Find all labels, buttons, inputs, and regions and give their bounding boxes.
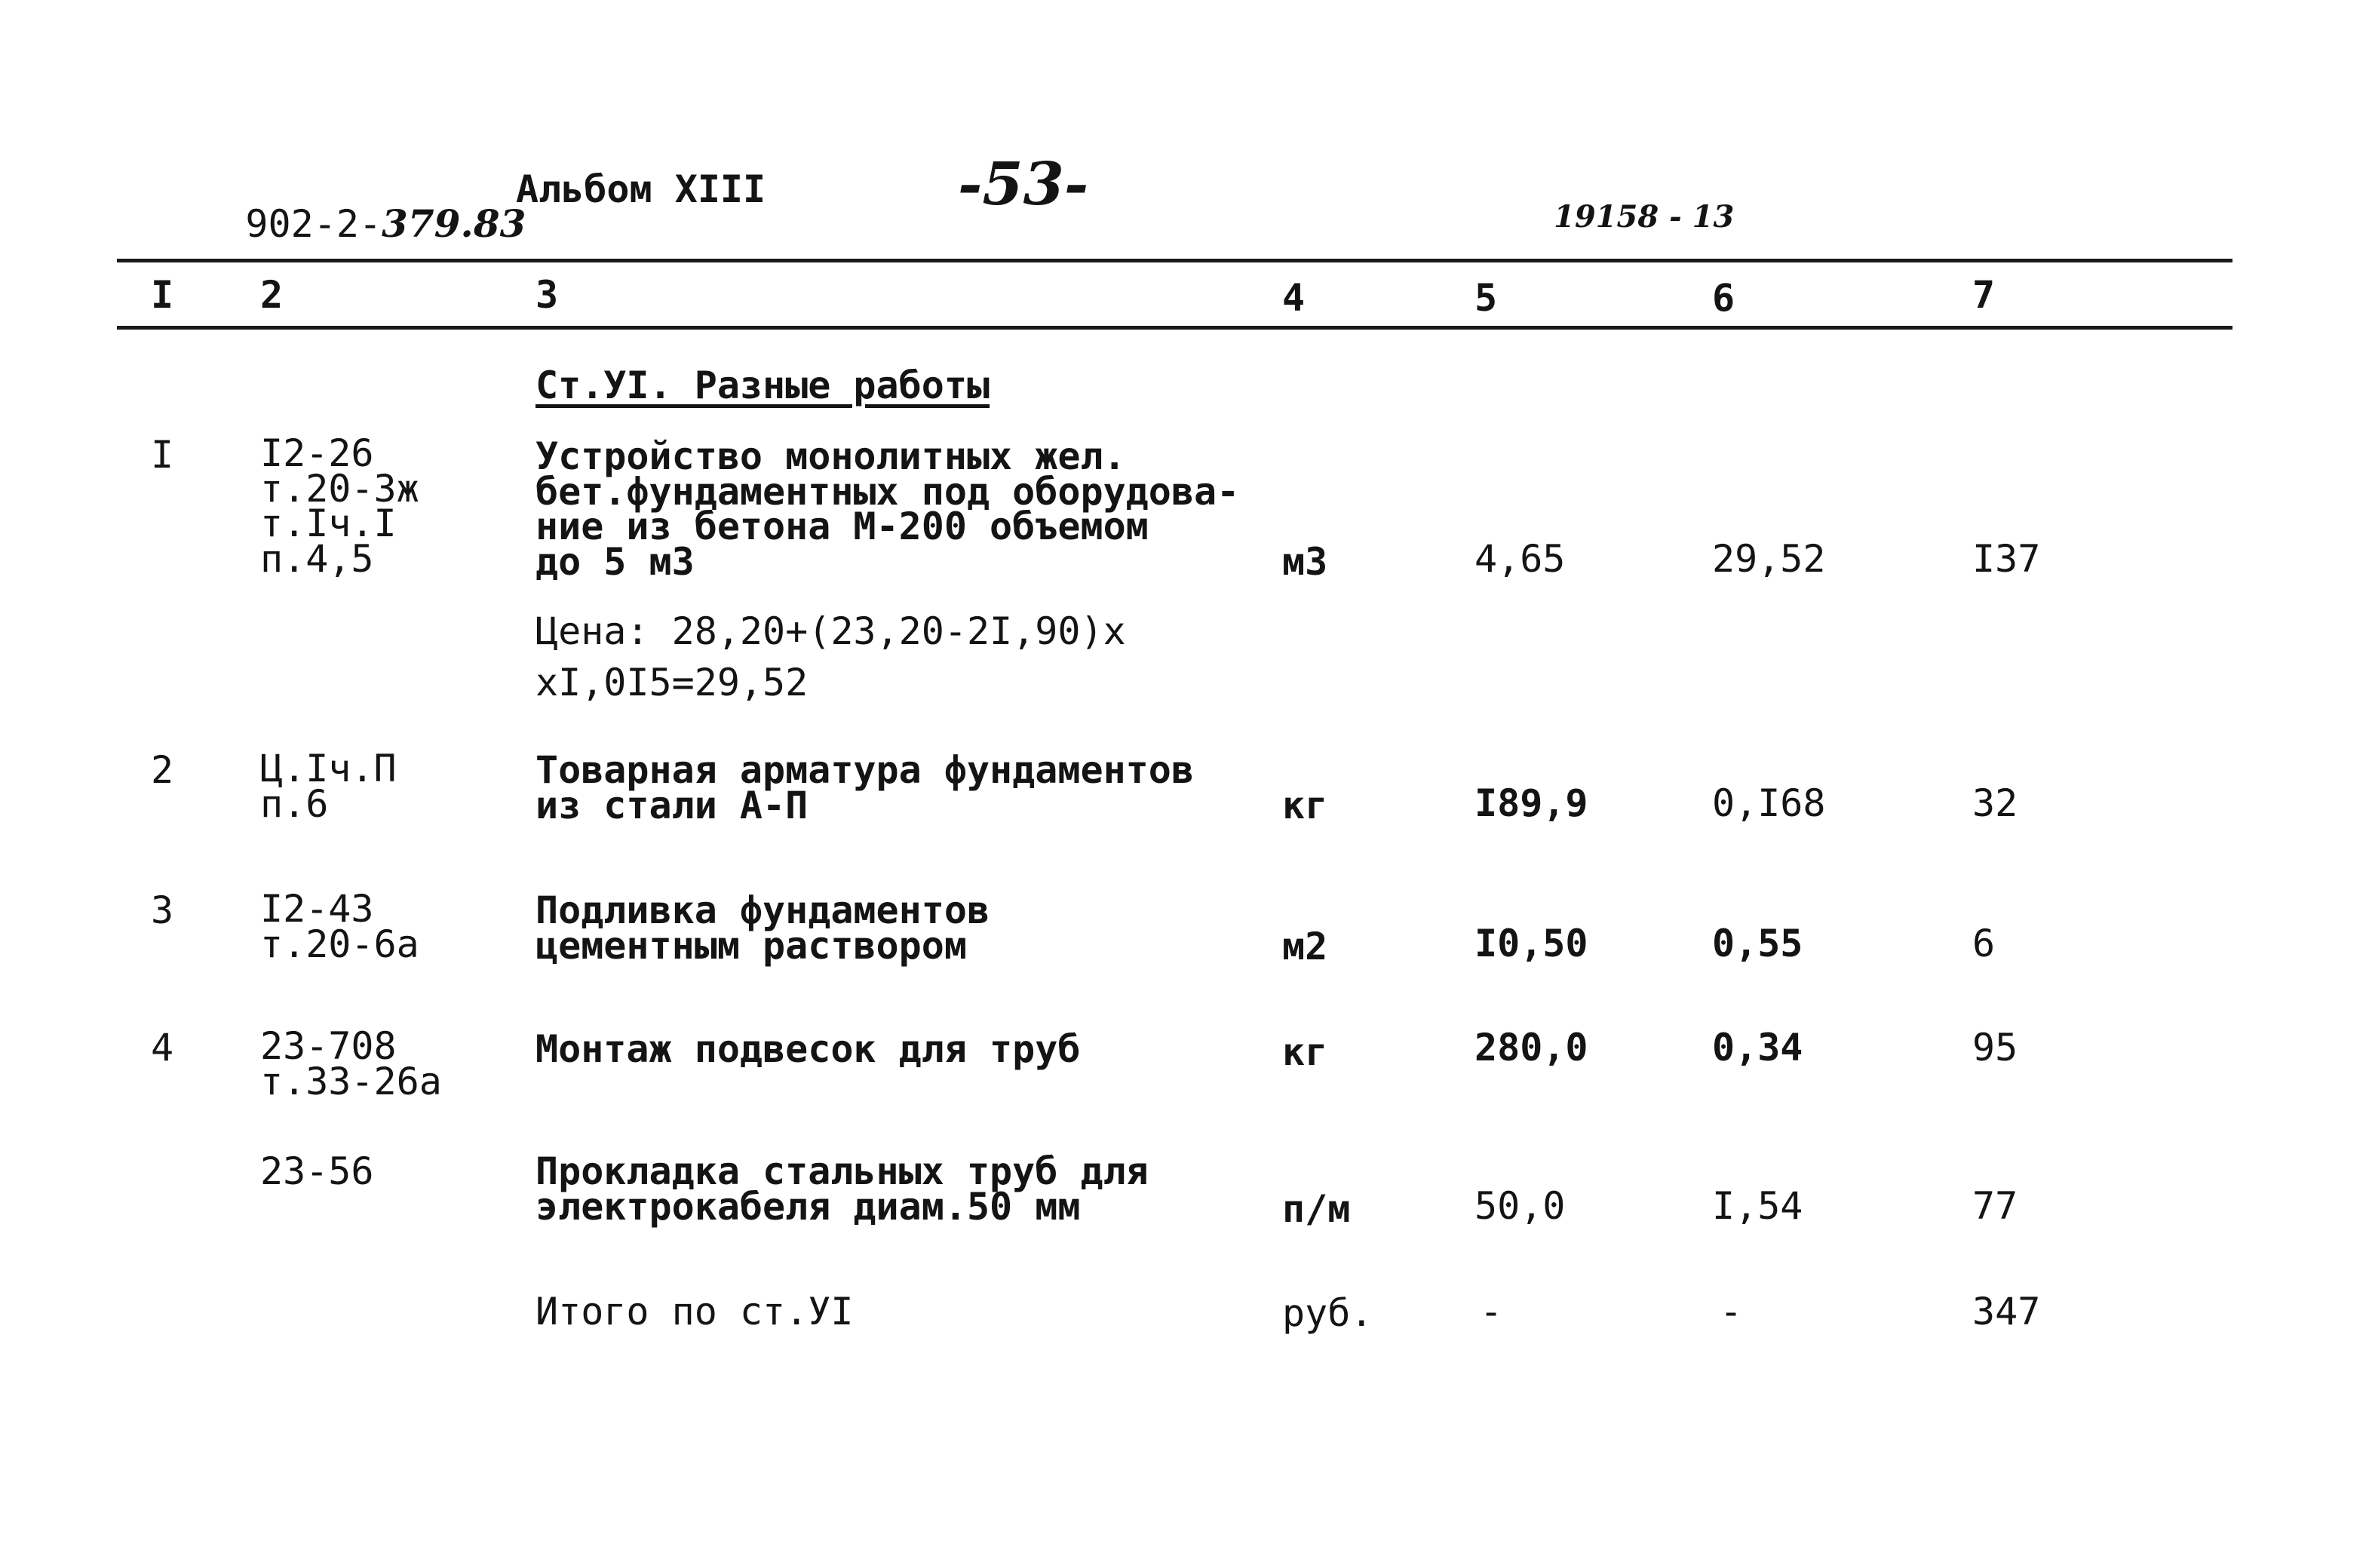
quantity: I89,9 [1474,781,1588,825]
doc-code-printed: 902-2- [245,202,382,246]
page-number: -53- [958,150,1089,219]
total-label: Итого по ст.УI [535,1290,854,1333]
unit-price: 29,52 [1712,537,1826,581]
unit: п/м [1282,1187,1351,1231]
col-number-4: 4 [1282,276,1306,320]
col-number-1: I [151,273,174,317]
unit: кг [1282,784,1328,827]
total-cost: 95 [1972,1026,2018,1069]
norm-code: I2-26 т.20-3ж т.Iч.I п.4,5 [260,431,419,581]
total-cost: 6 [1972,922,1996,965]
unit-price: 0,I68 [1712,781,1826,825]
total-sum: 347 [1972,1290,2041,1333]
unit: кг [1282,1030,1328,1074]
quantity: 50,0 [1474,1184,1566,1228]
unit-price: 0,55 [1712,922,1803,965]
work-description: Монтаж подвесок для труб [535,1027,1081,1071]
work-description: Прокладка стальных труб для электрокабеля диам.50 мм [535,1149,1149,1229]
norm-code: 23-708 т.33-26а [260,1024,442,1103]
total-cost: I37 [1972,537,2041,581]
work-description: Устройство монолитных жел. бет.фундаментных под оборудова- ние из бетона М-200 объемом до 5 м3 [535,434,1240,584]
total-price: - [1720,1290,1743,1333]
row-number: 4 [151,1026,174,1069]
unit: м2 [1282,925,1328,968]
row-number: 2 [151,748,174,792]
col-number-7: 7 [1972,273,1996,317]
row-number: I [151,433,174,477]
unit-price: I,54 [1712,1184,1803,1228]
doc-code [155,167,526,281]
work-description: Подливка фундаментов цементным раствором [535,888,990,968]
quantity: 280,0 [1474,1026,1588,1069]
quantity: I0,50 [1474,922,1588,965]
top-rule [117,259,2232,262]
norm-code: Ц.Iч.П п.6 [260,747,397,826]
col-number-2: 2 [260,273,284,317]
total-quantity: - [1480,1290,1503,1333]
registration-number: 19158 - 13 [1554,199,1735,235]
total-unit: руб. [1282,1291,1373,1335]
price-calculation-line-1: Цена: 28,20+(23,20-2I,90)x [535,609,1126,653]
album-label: Альбом XIII [516,167,766,211]
doc-code-handwritten: 379.83 [382,201,526,246]
unit: м3 [1282,540,1328,584]
quantity: 4,65 [1474,537,1566,581]
row-number: 3 [151,888,174,932]
col-number-6: 6 [1712,276,1735,320]
price-calculation-line-2: xI,0I5=29,52 [535,661,809,704]
work-description: Товарная арматура фундаментов из стали А-П [535,748,1194,827]
norm-code: 23-56 [260,1149,374,1193]
header-bottom-rule [117,326,2232,330]
col-number-5: 5 [1474,276,1498,320]
col-number-3: 3 [535,273,559,317]
norm-code: I2-43 т.20-6а [260,887,419,966]
section-title: Ст.УI. Разные работы [535,364,990,407]
unit-price: 0,34 [1712,1026,1803,1069]
total-cost: 32 [1972,781,2018,825]
total-cost: 77 [1972,1184,2018,1228]
